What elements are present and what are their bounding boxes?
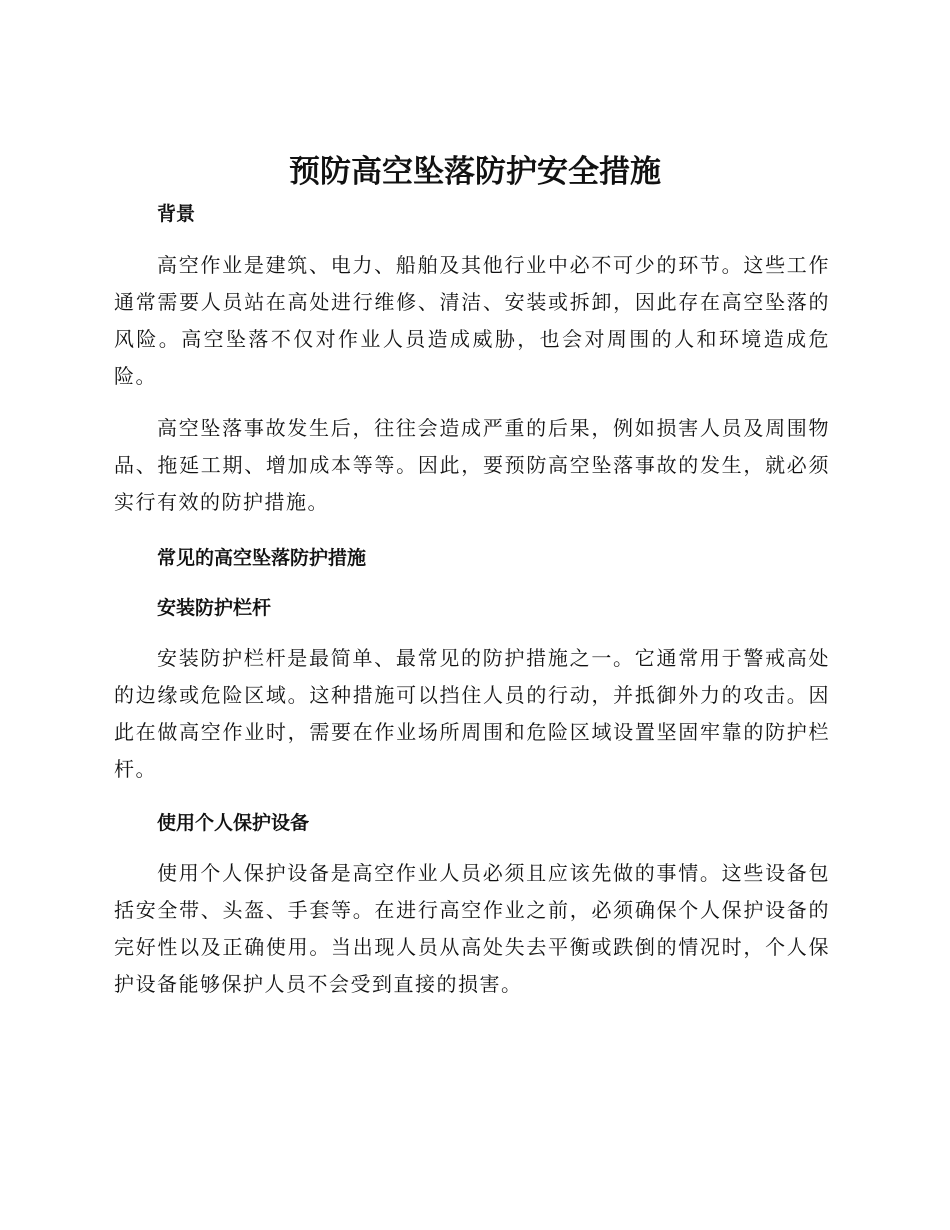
paragraph-personal-protective-equipment: 使用个人保护设备是高空作业人员必须且应该先做的事情。这些设备包括安全带、头盔、手套等。在进行高空作业之前，必须确保个人保护设备的完好性以及正确使用。当出现人员从高处失去平衡或跌倒的情况时，个人保护设备能够保护人员不会受到直接的损害。 — [114, 861, 830, 996]
document-body — [114, 198, 830, 1003]
document-title: 预防高空坠落防护安全措施 — [289, 154, 661, 190]
section-heading-guardrails: 安装防护栏杆 — [157, 597, 272, 619]
section-heading-common-measures: 常见的高空坠落防护措施 — [157, 547, 367, 569]
paragraph-guardrails: 安装防护栏杆是最简单、最常见的防护措施之一。它通常用于警戒高处的边缘或危险区域。这种措施可以挡住人员的行动，并抵御外力的攻击。因此在做高空作业时，需要在作业场所周围和危险区域设置坚固牢靠的防护栏杆。 — [114, 646, 830, 781]
section-heading-background: 背景 — [157, 203, 196, 225]
section-heading-personal-protective-equipment: 使用个人保护设备 — [157, 812, 310, 834]
paragraph-background-2: 高空坠落事故发生后，往往会造成严重的后果，例如损害人员及周围物品、拖延工期、增加成本等等。因此，要预防高空坠落事故的发生，就必须实行有效的防护措施。 — [114, 416, 830, 514]
paragraph-background-1: 高空作业是建筑、电力、船舶及其他行业中必不可少的环节。这些工作通常需要人员站在高处进行维修、清洁、安装或拆卸，因此存在高空坠落的风险。高空坠落不仅对作业人员造成威胁，也会对周围的人和环境造成危险。 — [114, 253, 830, 388]
